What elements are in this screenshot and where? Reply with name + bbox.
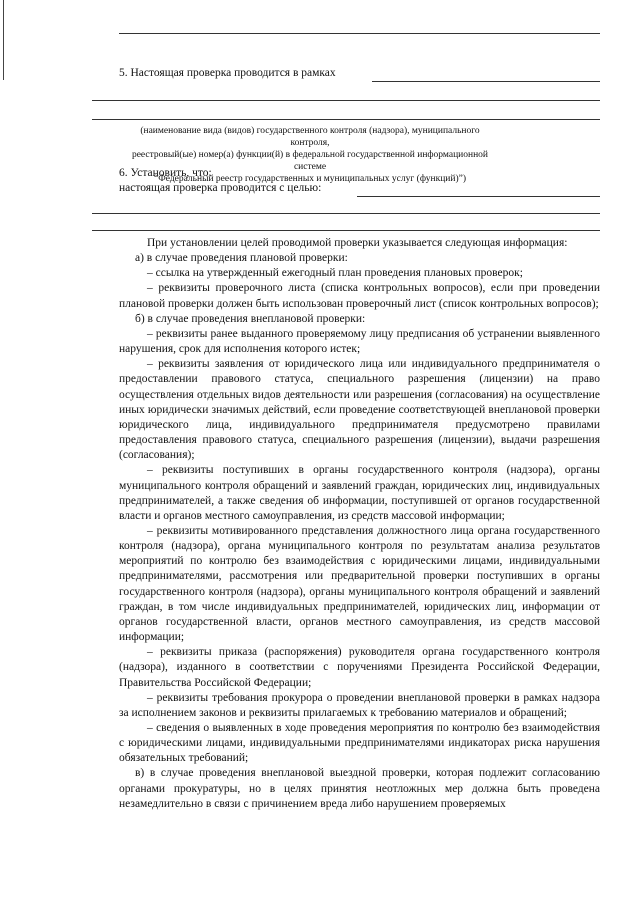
section6-purpose-label: настоящая проверка проводится с целью: (119, 182, 322, 194)
top-rule (119, 33, 600, 34)
margin-rule (3, 0, 4, 80)
paragraph-b-item-3: – реквизиты поступивших в органы государственного контроля (надзора), органы муниципального контроля обращений и заявлений граждан, юридических лиц, индивидуальных предпринимателей, а также сведения об информации, поступившей от органов государственной власти и органов местного самоуправления, из средств массовой информации; (119, 464, 600, 522)
section5-fill-line[interactable] (372, 81, 600, 82)
paragraph-intro: При установлении целей проводимой проверки указывается следующая информация: (147, 237, 568, 249)
section5-label: 5. Настоящая проверка проводится в рамках (119, 67, 336, 79)
paragraph-b-item-4: – реквизиты мотивированного представления должностного лица органа государственного контроля (надзора), органа муниципального контроля по результатам анализа результатов мероприятий по контролю без взаимодействия с юридическими лицами, индивидуальными предпринимателями, рассмотрения или предварительной проверки поступивших в органы государственного контроля (надзора), органы муниципального контроля обращений и заявлений граждан, в том числе индивидуальных предпринимателей, юридических лиц, информации от органов государственной власти, органов местного самоуправления, из средств массовой информации; (119, 524, 600, 644)
section6-fill-line[interactable] (357, 196, 600, 197)
section6-heading: 6. Установить, что: (119, 167, 212, 179)
section5-blank-line-1[interactable] (92, 100, 600, 101)
paragraph-a-heading: а) в случае проведения плановой проверки: (135, 252, 348, 265)
caption-line-1: (наименование вида (видов) государственного контроля (надзора), муниципального контроля, (140, 126, 480, 148)
caption-line-3: “Федеральный реестр государственных и муниципальных услуг (функций)”) (154, 174, 466, 184)
section6-blank-line-1[interactable] (92, 213, 600, 214)
paragraph-b-heading: б) в случае проведения внеплановой проверки: (135, 312, 366, 325)
paragraph-a-item-1: – ссылка на утвержденный ежегодный план проведения плановых проверок; (147, 267, 523, 280)
section5-blank-line-2[interactable] (92, 119, 600, 120)
paragraph-b-item-6: – реквизиты требования прокурора о проведении внеплановой проверки в рамках надзора за исполнением законов и реквизиты прилагаемых к требованию материалов и обращений; (119, 691, 600, 719)
body-text (119, 236, 600, 812)
paragraph-b-item-1: – реквизиты ранее выданного проверяемому лицу предписания об устранении выявленного нарушения, срок для исполнения которого истек; (119, 327, 600, 356)
paragraph-c: в) в случае проведения внеплановой выездной проверки, которая подлежит согласованию органами прокуратуры, но в целях принятия неотложных мер должна быть проведена незамедлительно в связи с причинением вреда либо нарушением проверяемых (119, 767, 600, 810)
paragraph-b-item-5: – реквизиты приказа (распоряжения) руководителя органа государственного контроля (надзора), изданного в соответствии с поручениями Президента Российской Федерации, Правительства Российской Федерации; (119, 646, 600, 689)
paragraph-b-item-2: – реквизиты заявления от юридического лица или индивидуального предпринимателя о предоставлении правового статуса, специального разрешения (лицензии) на право осуществления отдельных видов деятельности или разрешения (согласования) на осуществление иных юридически значимых действий, если проведение соответствующей внеплановой проверки юридического лица, индивидуального предпринимателя предусмотрено правилами предоставления правового статуса, специального разрешения (лицензии), выдачи разрешения (согласования); (119, 358, 600, 462)
section6-blank-line-2[interactable] (92, 230, 600, 231)
caption-line-2: реестровый(ые) номер(а) функции(й) в федеральной государственной информационной системе (131, 150, 489, 172)
paragraph-b-item-7: – сведения о выявленных в ходе проведения мероприятия по контролю без взаимодействия с юридическими лицами, индивидуальными предпринимателями индикаторах риска нарушения обязательных требований; (119, 722, 600, 765)
paragraph-a-item-2: – реквизиты проверочного листа (списка контрольных вопросов), если при проведении плановой проверки должен быть использован проверочный лист (список контрольных вопросов); (119, 282, 600, 310)
